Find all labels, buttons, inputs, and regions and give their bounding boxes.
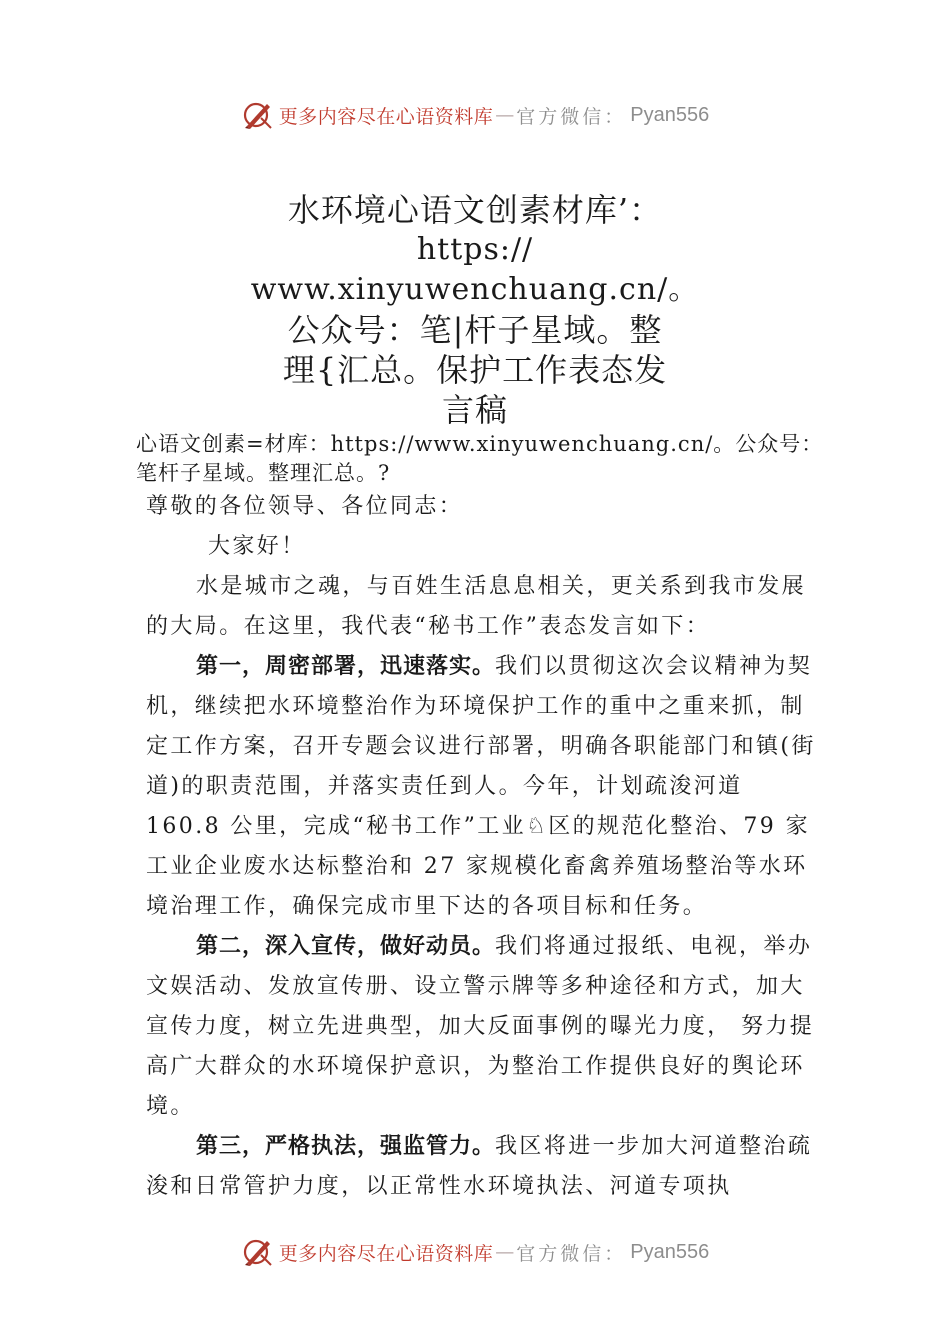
paragraph-first-text: 我们以贯彻这次会议精神为契机，继续把水环境整治作为环境保护工作的重中之重来抓，制定工作方案，召开专题会议进行部署，明确各职能部门和镇(街道)的职责范围，并落实责任到人。今年，计划疏浚河道 160.8 公里，完成“秘书工作”工业♘区的规范化整治、79 家工业企业废水达标整治和 27 家规模化畜禽养殖场整治等水环境治理工作，确保完成市里下达的各项目标和任务。 (146, 654, 816, 919)
banner-wechat-id: Pyan556 (630, 1240, 710, 1263)
pen-logo-icon (241, 98, 275, 132)
paragraph-second-heading: 第二，深入宣传，做好动员。 (196, 934, 496, 959)
paragraph-first (146, 647, 818, 927)
title-line-1: 水环境心语文创素材库’： (287, 191, 663, 229)
paragraph-second-text: 我们将通过报纸、电视，举办文娱活动、发放宣传册、设立警示牌等多种途径和方式，加大宣传力度，树立先进典型，加大反面事例的曝光力度， 努力提高广大群众的水环境保护意识，为整治工作提供良好的舆论环境。 (146, 934, 815, 1119)
title-line-2: https:// (416, 232, 534, 267)
paragraph-third-heading: 第三，严格执法，强监管力。 (196, 1134, 496, 1159)
paragraph-third-text: 我区将进一步加大河道整治疏浚和日常管护力度，以正常性水环境执法、河道专项执 (146, 1134, 813, 1199)
document-body (146, 487, 818, 1207)
banner-text: 更多内容尽在心语资料库 (278, 105, 494, 128)
banner-wechat-label: 官方微信： (516, 1242, 627, 1265)
salutation: 尊敬的各位领导、各位同志： (146, 494, 464, 519)
banner-dash: — (495, 104, 515, 126)
footer-banner (0, 1232, 950, 1272)
header-banner (0, 95, 950, 135)
greeting: 大家好！ (208, 534, 306, 559)
paragraph-third (146, 1127, 818, 1207)
document-title (200, 190, 750, 430)
banner-wechat-id: Pyan556 (630, 103, 710, 126)
title-line-4: 公众号：笔|杆子星域。整 (287, 311, 663, 349)
title-line-5: 理{汇总。保护工作表态发 (282, 351, 668, 389)
banner-text: 更多内容尽在心语资料库 (278, 1242, 494, 1265)
banner-dash: — (495, 1241, 515, 1263)
title-line-3: www.xinyuwenchuang.cn/。 (250, 272, 700, 307)
paragraph-first-heading: 第一，周密部署，迅速落实。 (196, 654, 496, 679)
source-note: 心语文创素=材库：https://www.xinyuwenchuang.cn/。公众号：笔杆子星域。整理汇总。? (136, 432, 824, 485)
paragraph-second (146, 927, 818, 1127)
pen-logo-icon (241, 1235, 275, 1269)
banner-wechat-label: 官方微信： (516, 105, 627, 128)
title-line-6: 言稿 (441, 391, 508, 429)
paragraph-intro: 水是城市之魂，与百姓生活息息相关，更关系到我市发展的大局。在这里，我代表“秘书工作”表态发言如下： (146, 574, 807, 639)
